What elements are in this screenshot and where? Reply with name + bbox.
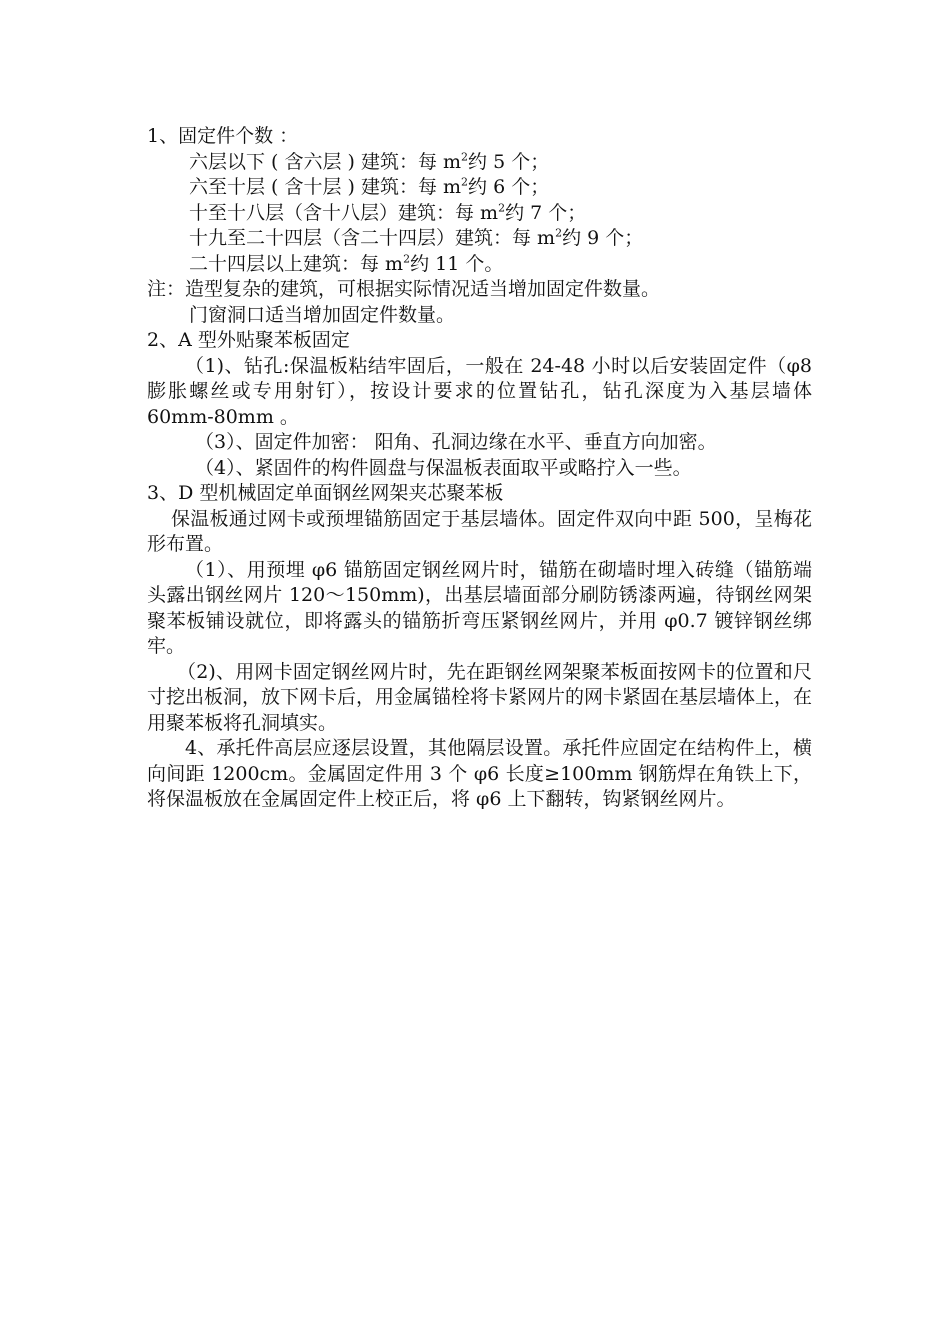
superscript: 2 xyxy=(555,226,563,240)
superscript: 2 xyxy=(403,252,411,266)
item-text: 十至十八层（含十八层）建筑：每 m xyxy=(189,201,499,224)
section-3-item-2: （2)、用网卡固定钢丝网片时，先在距钢丝网架聚苯板面按网卡的位置和尺寸挖出板洞，放下网卡后，用金属锚栓将卡紧网片的网卡紧固在基层墙体上，在用聚苯板将孔洞填实。 xyxy=(147,660,813,734)
section-2-item-1: （1)、钻孔:保温板粘结牢固后，一般在 24-48 小时以后安装固定件（φ8 膨胀螺丝或专用射钉），按设计要求的位置钻孔，钻孔深度为入基层墙体 60mm-80mm 。 xyxy=(147,354,812,428)
fixture-count-item xyxy=(147,175,812,201)
note-line-2: 门窗洞口适当增加固定件数量。 xyxy=(189,303,456,326)
section-3-heading: 3、D 型机械固定单面钢丝网架夹芯聚苯板 xyxy=(147,482,504,504)
superscript: 2 xyxy=(498,201,506,215)
section-3-item-1: （1）、用预埋 φ6 锚筋固定钢丝网片时，锚筋在砌墙时埋入砖缝（锚筋端头露出钢丝网片 120～150mm)，出基层墙面部分刷防锈漆两遍，待钢丝网架聚苯板铺设就位，即将露头的锚筋折弯压紧钢丝网片，并用 φ0.7 镀锌钢丝绑牢。 xyxy=(147,558,812,657)
fixture-count-item xyxy=(147,226,812,252)
section-4-paragraph: 4、承托件高层应逐层设置，其他隔层设置。承托件应固定在结构件上，横向间距 1200cm。金属固定件用 3 个 φ6 长度≥100mm 钢筋焊在角铁上下，将保温板放在金属固定件上校正后，将 φ6 上下翻转，钩紧钢丝网片。 xyxy=(147,737,812,810)
item-text: 六至十层 ( 含十层 ) 建筑：每 m xyxy=(189,176,462,198)
fixture-count-item xyxy=(147,201,812,227)
section-2-item-4: （4）、紧固件的构件圆盘与保温板表面取平或略拧入一些。 xyxy=(195,456,692,479)
note-label: 注： xyxy=(147,278,186,300)
item-text: 约 6 个； xyxy=(468,176,550,198)
section-1-heading: 1、固定件个数 ： xyxy=(147,125,299,147)
item-text: 六层以下 ( 含六层 ) 建筑：每 m xyxy=(189,150,462,173)
note-line xyxy=(147,277,812,303)
item-text: 约 7 个； xyxy=(505,201,587,224)
item-text: 二十四层以上建筑：每 m xyxy=(189,252,404,275)
document-body xyxy=(147,124,812,813)
fixture-count-item xyxy=(147,252,812,278)
item-text: 约 9 个； xyxy=(562,227,644,249)
item-text: 约 11 个。 xyxy=(410,252,504,275)
item-text: 约 5 个； xyxy=(468,150,550,173)
section-2-heading: 2、A 型外贴聚苯板固定 xyxy=(147,329,350,351)
fixture-count-item xyxy=(147,150,812,176)
note-text: 造型复杂的建筑，可根据实际情况适当增加固定件数量。 xyxy=(185,278,661,300)
item-text: 十九至二十四层（含二十四层）建筑：每 m xyxy=(189,227,556,249)
superscript: 2 xyxy=(461,150,469,164)
section-2-item-3: （3）、固定件加密： 阳角、孔洞边缘在水平、垂直方向加密。 xyxy=(195,431,717,453)
section-3-intro: 保温板通过网卡或预埋锚筋固定于基层墙体。固定件双向中距 500，呈梅花形布置。 xyxy=(147,507,812,555)
superscript: 2 xyxy=(461,175,469,189)
